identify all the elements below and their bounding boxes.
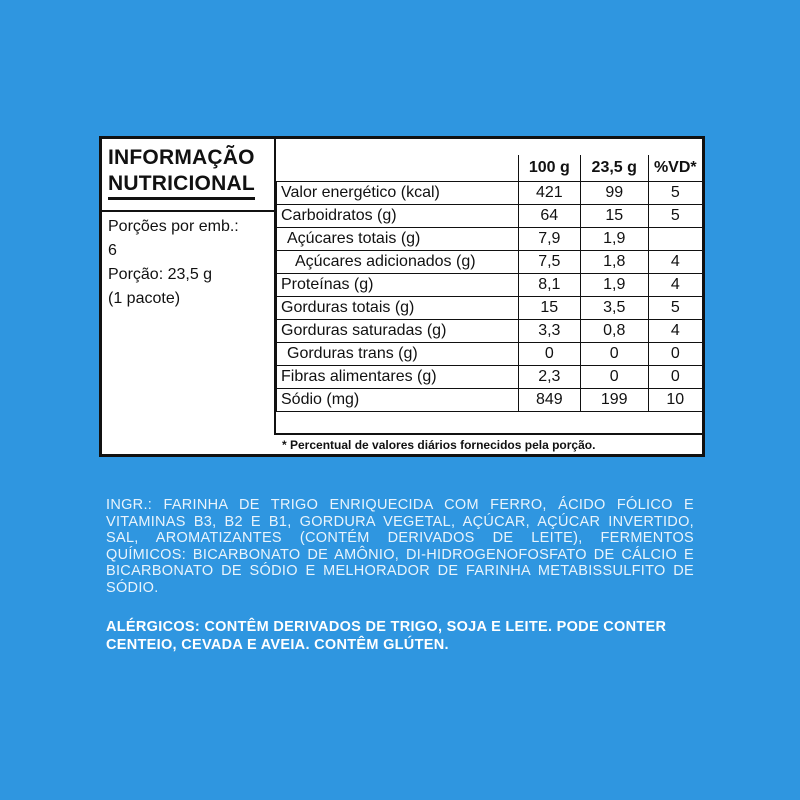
value-per-100g: 8,1	[518, 274, 580, 297]
nutrition-title	[108, 145, 255, 200]
portion-info	[108, 215, 239, 311]
nutrient-name: Valor energético (kcal)	[277, 182, 519, 205]
nutrient-name: Carboidratos (g)	[277, 205, 519, 228]
value-per-portion: 3,5	[580, 297, 648, 320]
daily-value-percent: 0	[648, 343, 702, 366]
daily-value-percent: 4	[648, 320, 702, 343]
header-100g: 100 g	[518, 155, 580, 182]
portion-size-label: Porção: 23,5 g	[108, 266, 213, 283]
value-per-portion: 99	[580, 182, 648, 205]
value-per-100g: 2,3	[518, 366, 580, 389]
table-row	[277, 343, 703, 366]
table-row	[277, 274, 703, 297]
nutrient-name: Sódio (mg)	[277, 389, 519, 412]
value-per-100g: 7,9	[518, 228, 580, 251]
daily-value-footnote: * Percentual de valores diários fornecidos pela porção.	[276, 433, 705, 452]
value-per-100g: 421	[518, 182, 580, 205]
table-row	[277, 366, 703, 389]
daily-value-percent: 0	[648, 366, 702, 389]
value-per-portion: 0,8	[580, 320, 648, 343]
table-row	[277, 182, 703, 205]
nutrient-name: Gorduras trans (g)	[277, 343, 519, 366]
value-per-portion: 0	[580, 366, 648, 389]
nutrient-name: Gorduras saturadas (g)	[277, 320, 519, 343]
header-daily-value: %VD*	[648, 155, 702, 182]
value-per-100g: 849	[518, 389, 580, 412]
value-per-100g: 15	[518, 297, 580, 320]
title-line-1: INFORMAÇÃO	[108, 146, 255, 169]
value-per-portion: 199	[580, 389, 648, 412]
nutrient-name: Proteínas (g)	[277, 274, 519, 297]
daily-value-percent: 5	[648, 205, 702, 228]
nutrient-name: Fibras alimentares (g)	[277, 366, 519, 389]
nutrition-facts-panel	[99, 136, 705, 457]
value-per-portion: 1,8	[580, 251, 648, 274]
daily-value-percent: 4	[648, 274, 702, 297]
value-per-portion: 0	[580, 343, 648, 366]
table-row	[277, 251, 703, 274]
table-header-row	[277, 155, 703, 182]
portion-size-note: (1 pacote)	[108, 290, 181, 307]
nutrient-name: Açúcares totais (g)	[277, 228, 519, 251]
portions-per-package-label: Porções por emb.:	[108, 218, 239, 235]
table-row	[277, 320, 703, 343]
nutrient-name: Açúcares adicionados (g)	[277, 251, 519, 274]
allergens-text: ALÉRGICOS: CONTÊM DERIVADOS DE TRIGO, SOJA E LEITE. PODE CONTER CENTEIO, CEVADA E AVEIA. CONTÊM GLÚTEN.	[106, 619, 667, 653]
value-per-portion: 1,9	[580, 228, 648, 251]
table-row	[277, 297, 703, 320]
value-per-100g: 64	[518, 205, 580, 228]
daily-value-percent: 10	[648, 389, 702, 412]
nutrient-name: Gorduras totais (g)	[277, 297, 519, 320]
portions-per-package-value: 6	[108, 242, 117, 259]
value-per-100g: 7,5	[518, 251, 580, 274]
value-per-100g: 3,3	[518, 320, 580, 343]
daily-value-percent: 4	[648, 251, 702, 274]
table-row	[277, 228, 703, 251]
nutrition-table	[276, 155, 702, 412]
table-row	[277, 205, 703, 228]
table-row	[277, 389, 703, 412]
title-line-2: NUTRICIONAL	[108, 171, 255, 200]
value-per-100g: 0	[518, 343, 580, 366]
daily-value-percent: 5	[648, 182, 702, 205]
ingredients-text: INGR.: FARINHA DE TRIGO ENRIQUECIDA COM FERRO, ÁCIDO FÓLICO E VITAMINAS B3, B2 E B1, GORDURA VEGETAL, AÇÚCAR, AÇÚCAR INVERTIDO, SAL, AROMATIZANTES (CONTÉM DERIVADOS DE LEITE), FERMENTOS QUÍMICOS: BICARBONATO DE AMÔNIO, DI-HIDROGENOFOSFATO DE CÁLCIO E BICARBONATO DE SÓDIO E MELHORADOR DE FARINHA METABISSULFITO DE SÓDIO.	[106, 497, 694, 596]
header-blank	[277, 155, 519, 182]
portion-divider	[102, 210, 276, 212]
header-portion: 23,5 g	[580, 155, 648, 182]
daily-value-percent	[648, 228, 702, 251]
value-per-portion: 1,9	[580, 274, 648, 297]
daily-value-percent: 5	[648, 297, 702, 320]
value-per-portion: 15	[580, 205, 648, 228]
